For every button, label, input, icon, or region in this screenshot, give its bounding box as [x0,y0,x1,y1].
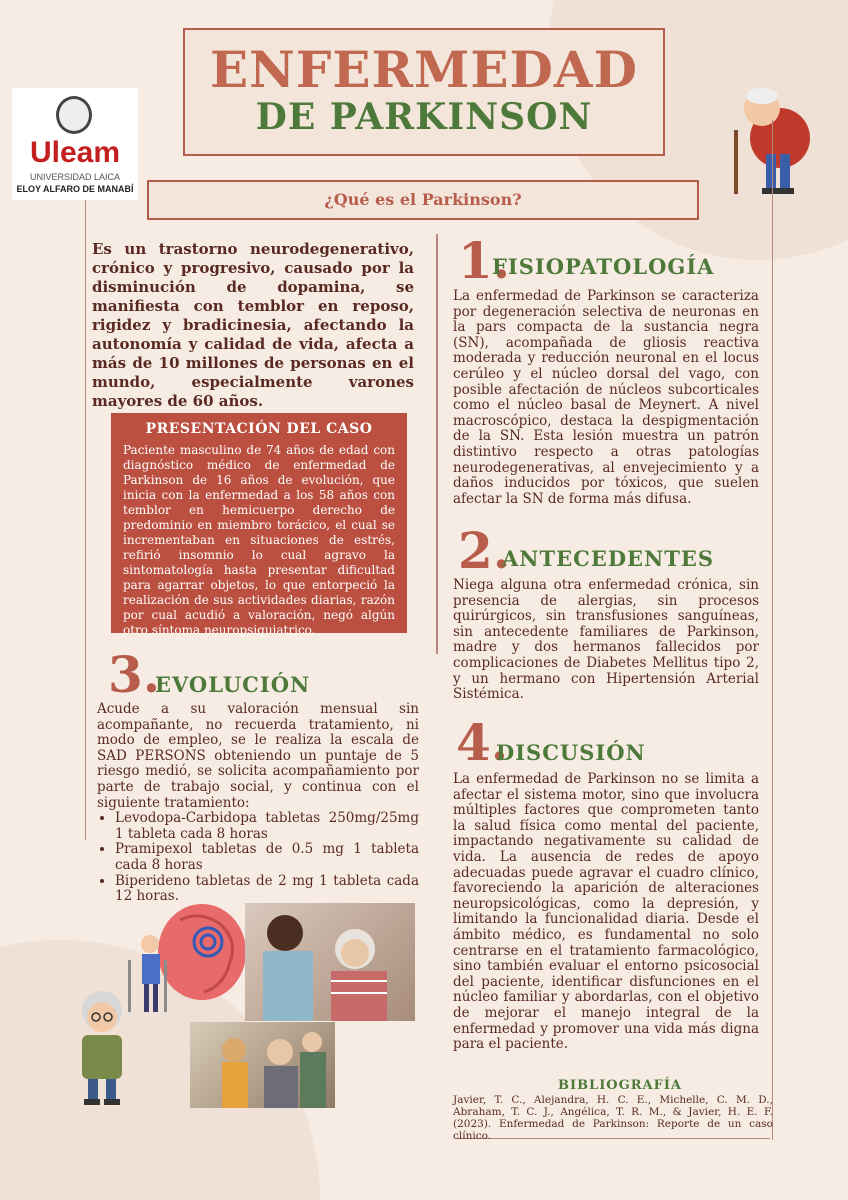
column-divider [436,234,438,654]
section-2-title: ANTECEDENTES [502,546,715,571]
treatment-item: • Biperideno tabletas de 2 mg 1 tableta cada 12 horas. [115,874,419,905]
question-heading: ¿Qué es el Parkinson? [147,180,699,220]
treatment-list [97,811,419,905]
treatment-item: • Levodopa-Carbidopa tabletas 250mg/25mg 1 tableta cada 8 horas [115,811,419,842]
title-box [183,28,665,156]
bibliography-text: Javier, T. C., Alejandra, H. C. E., Michelle, C. M. D., Abraham, T. C. J., Angélica, T. R. M., & Javier, H. E. F. (2023). Enfermedad de Parkinson: Reporte de un caso clínico. [453,1094,773,1142]
logo-name: Uleam [29,136,121,169]
section-3-text [97,702,419,905]
caregiver-photo [245,903,415,1021]
section-3-number: 3. [108,645,161,704]
section-1-number: 1. [458,231,511,290]
section-4-text: La enfermedad de Parkinson no se limita a afectar el sistema motor, sino que involucra múltiples factores que comprometen tanto la salud física como mental del paciente, impactando negativamente su calidad de vida. La ausencia de redes de apoyo adecuadas puede agravar el cuadro clínico, favoreciendo la aparición de alteraciones neuropsicológicas, como la depresión, y limitando la funcionalidad diaria. Desde el ámbito médico, es fundamental no solo centrarse en el tratamiento farmacológico, sino también evaluar el entorno psicosocial del paciente, identificar disfunciones en el núcleo familiar y abordarlas, con el objetivo de mejorar el manejo integral de la enfermedad y promover una vida más digna para el paciente. [453,771,759,1053]
section-2-text: Niega alguna otra enfermedad crónica, sin presencia de alergias, sin procesos quirúrgicos, sin transfusiones sanguíneas, sin antecedente familiares de Parkinson, madre y dos hermanos fallecidos por complicaciones de Diabetes Mellitus tipo 2, y un hermano con Hipertensión Arterial Sistémica. [453,577,759,703]
page-title: ENFERMEDAD [210,40,638,99]
section-1-text: La enfermedad de Parkinson se caracteriza por degeneración selectiva de neuronas en la pars compacta de la sustancia negra (SN), acompañada de gliosis reactiva moderada y reducción neuronal en el locus cerúleo y el núcleo dorsal del vago, con posible afectación de núcleos subcorticales como el núcleo basal de Meynert. A nivel macroscópico, destaca la despigmentación de la SN. Esta lesión muestra un patrón distintivo respecto a otras patologías neurodegenerativas, al envejecimiento y a daños inducidos por tóxicos, que suelen afectar la SN de forma más difusa. [453,288,759,507]
treatment-item: • Pramipexol tabletas de 0.5 mg 1 tableta cada 8 horas [115,842,419,873]
caregiver-photo-image [245,903,415,1021]
logo-subtitle-2: ELOY ALFARO DE MANABÍ [16,184,134,194]
bibliography-title: BIBLIOGRAFÍA [558,1078,682,1093]
case-text: Paciente masculino de 74 años de edad con diagnóstico médico de enfermedad de Parkinson de 16 años de evolución, que inicia con la enfermedad a los 58 años con temblor en hemicuerpo derecho de predominio en miembro torácico, el cual se incrementaban en situaciones de estrés, refirió insomnio lo cual agravo la sintomatología hasta presentar dificultad para agarrar objetos, lo que entorpeció la realización de sus actividades diarias, razón por cual acudió a valoración, negó algún otro síntoma neuropsiquiatrico. [123,443,395,637]
page-subtitle: DE PARKINSON [255,96,593,138]
column-divider [772,120,773,1140]
section-3-paragraph: Acude a su valoración mensual sin acompañante, no recuerda tratamiento, ni modo de empleo, se le realiza la escala de SAD PERSONS obteniendo un puntaje de 5 riesgo medió, se solicita acompañamiento por parte de trabajo social, y continua con el siguiente tratamiento: [97,701,419,811]
family-photo-image [190,1022,335,1108]
logo-subtitle: UNIVERSIDAD LAICA [29,172,121,182]
elderly-woman-illustration [68,985,138,1110]
section-4-title: DISCUSIÓN [496,740,646,765]
logo-portrait-icon [56,96,92,134]
case-title: PRESENTACIÓN DEL CASO [145,421,373,437]
family-photo [190,1022,335,1108]
case-presentation-box [111,413,407,637]
column-divider [85,200,86,840]
university-logo [12,88,138,200]
intro-text: Es un trastorno neurodegenerativo, crónico y progresivo, causado por la disminución de dopamina, se manifiesta con temblor en reposo, rigidez y bradicinesia, afectando la autonomía y calidad de vida, afecta a más de 10 millones de personas en el mundo, especialmente varones mayores de 60 años. [92,240,414,410]
brain-illustration [120,900,250,1020]
section-2-number: 2. [458,521,511,580]
section-1-title: FISIOPATOLOGÍA [492,254,715,279]
section-4-number: 4. [456,713,509,772]
section-3-title: EVOLUCIÓN [155,672,311,697]
